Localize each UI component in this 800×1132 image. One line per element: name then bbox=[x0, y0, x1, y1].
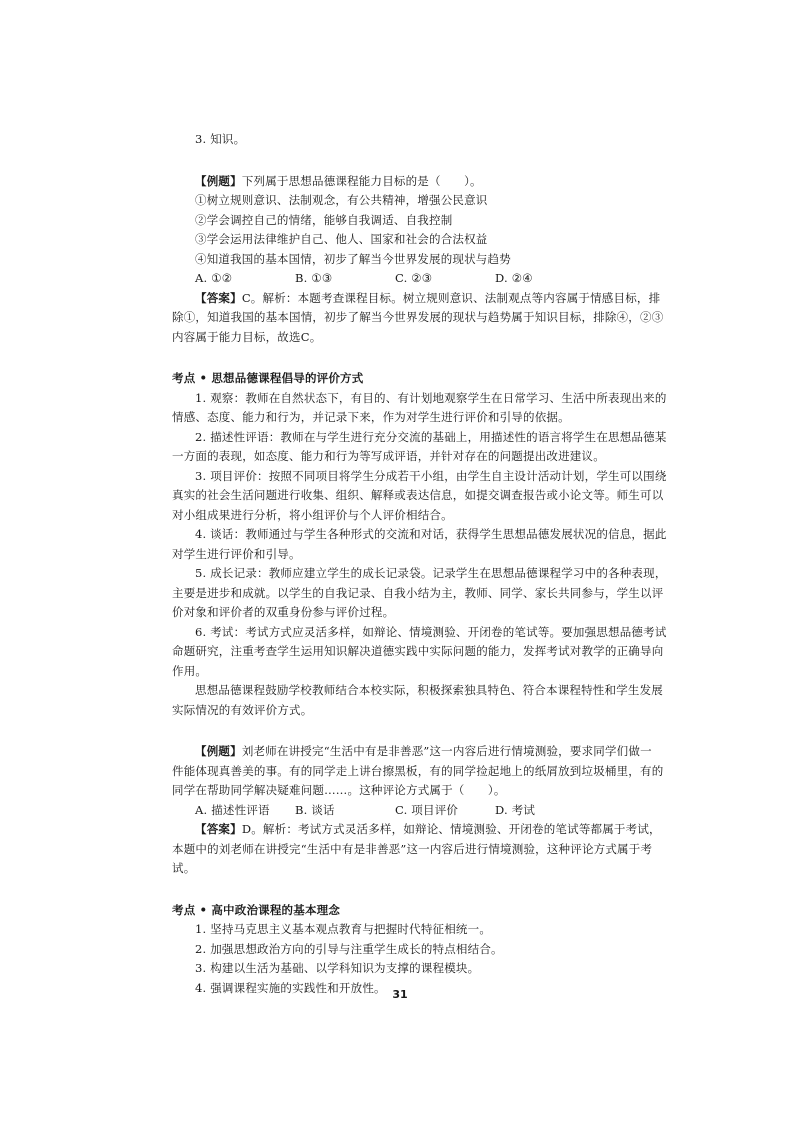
paragraph-line: 命题研究，注重考查学生运用知识解决道德实践中实际问题的能力，发挥考试对教学的正确导向 bbox=[172, 644, 664, 658]
paragraph-line: 一方面的表现，如态度、能力和行为等写成评语，并针对存在的问题提出改进建议。 bbox=[172, 449, 605, 463]
paragraph-line: 6. 考试：考试方式应灵活多样，如辩论、情境测验、开闭卷的笔试等。要加强思想品德考试 bbox=[195, 624, 667, 639]
answer-text: D。解析：考试方式灵活多样，如辩论、情境测验、开闭卷的笔试等都属于考试， bbox=[241, 822, 661, 836]
answer-line: 内容属于能力目标，故选C。 bbox=[172, 329, 322, 344]
option-d: D. 考试 bbox=[495, 802, 536, 817]
section-heading: 考点 • 高中政治课程的基本理念 bbox=[172, 902, 341, 917]
spacer bbox=[172, 720, 648, 742]
question-text: 刘老师在讲授完“生活中有是非善恶”这一内容后进行情境测验，要求同学们做一 bbox=[241, 744, 652, 758]
answer-options bbox=[172, 269, 648, 289]
paragraph-line: 价对象和评价者的双重身份参与评价过程。 bbox=[172, 605, 395, 619]
paragraph-line: 实际情况的有效评价方式。 bbox=[172, 702, 313, 717]
answer-tag: 【答案】 bbox=[195, 822, 242, 836]
list-item: 2. 加强思想政治方向的引导与注重学生成长的特点相结合。 bbox=[195, 941, 503, 956]
option-c: C. ②③ bbox=[395, 271, 433, 285]
answer-text: C。解析：本题考查课程目标。树立规则意识、法制观点等内容属于情感目标，排 bbox=[241, 290, 661, 305]
option-b: B. ①③ bbox=[295, 271, 333, 285]
section-heading: 考点 • 思想品德课程倡导的评价方式 bbox=[172, 371, 364, 385]
paragraph-line: 对学生进行评价和引导。 bbox=[172, 546, 301, 561]
answer-tag: 【答案】 bbox=[195, 290, 242, 305]
statement-3: ③学会运用法律维护自己、他人、国家和社会的合法权益 bbox=[195, 232, 488, 246]
answer-line: 试。 bbox=[172, 861, 196, 875]
spacer bbox=[172, 150, 648, 172]
question-line: 件能体现真善美的事。有的同学走上讲台擦黑板，有的同学捡起地上的纸屑放到垃圾桶里，有的 bbox=[172, 763, 664, 778]
question-line: 同学在帮助同学解决疑难问题……。这种评论方式属于（ ）。 bbox=[172, 783, 506, 797]
paragraph-line: 作用。 bbox=[172, 663, 208, 678]
example-tag: 【例题】 bbox=[195, 173, 242, 188]
paragraph-line: 4. 谈话：教师通过与学生各种形式的交流和对话，获得学生思想品德发展状况的信息，据此 bbox=[195, 527, 667, 541]
page-content bbox=[172, 130, 667, 998]
evaluation-methods bbox=[172, 389, 667, 721]
option-b: B. 谈话 bbox=[295, 802, 335, 817]
answer-line bbox=[172, 820, 661, 840]
paragraph-line: 1. 观察：教师在自然状态下，有目的、有计划地观察学生在日常学习、生活中所表现出来的 bbox=[195, 390, 667, 405]
list-item: 4. 强调课程实施的实践性和开放性。 bbox=[195, 980, 386, 995]
option-a: A. ①② bbox=[195, 271, 233, 285]
question-line bbox=[172, 172, 648, 192]
paragraph-line: 5. 成长记录：教师应建立学生的成长记录袋。记录学生在思想品德课程学习中的各种表现， bbox=[195, 566, 667, 580]
option-c: C. 项目评价 bbox=[395, 802, 459, 817]
statement-1: ①树立规则意识、法制观念，有公共精神，增强公民意识 bbox=[195, 193, 488, 207]
option-d: D. ②④ bbox=[495, 271, 533, 285]
paragraph-line: 2. 描述性评语：教师在与学生进行充分交流的基础上，用描述性的语言将学生在思想品德某 bbox=[195, 429, 667, 444]
answer-line: 除①，知道我国的基本国情，初步了解当今世界发展的现状与趋势属于知识目标，排除④，②③ bbox=[172, 310, 664, 324]
answer-options bbox=[172, 801, 648, 821]
question-line bbox=[172, 742, 652, 762]
paragraph-line: 真实的社会生活问题进行收集、组织、解释或表达信息，如提交调查报告或小论文等。师生可以 bbox=[172, 488, 664, 502]
paragraph-line: 情感、态度、能力和行为，并记录下来，作为对学生进行评价和引导的依据。 bbox=[172, 410, 570, 424]
basic-concepts-list bbox=[172, 920, 648, 998]
statement-2: ②学会调控自己的情绪，能够自我调适、自我控制 bbox=[195, 212, 453, 227]
paragraph-line: 思想品德课程鼓励学校教师结合本校实际，积极探索独具特色、符合本课程特性和学生发展 bbox=[195, 683, 663, 697]
example-question-1 bbox=[172, 172, 664, 348]
paragraph-line: 对小组成果进行分析，将小组评价与个人评价相结合。 bbox=[172, 507, 453, 522]
answer-line bbox=[172, 289, 661, 309]
knowledge-item: 3. 知识。 bbox=[195, 132, 246, 146]
paragraph-line: 主要是进步和成就。以学生的自我记录、自我小结为主，教师、同学、家长共同参与，学生以评 bbox=[172, 585, 664, 600]
statement-4: ④知道我国的基本国情，初步了解当今世界发展的现状与趋势 bbox=[195, 251, 511, 266]
list-item: 1. 坚持马克思主义基本观点教育与把握时代特征相统一。 bbox=[195, 922, 492, 936]
question-text: 下列属于思想品德课程能力目标的是（ ）。 bbox=[241, 173, 482, 188]
example-tag: 【例题】 bbox=[195, 744, 242, 758]
page-number: 31 bbox=[392, 988, 408, 1001]
example-question-2 bbox=[172, 742, 664, 879]
paragraph-line: 3. 项目评价：按照不同项目将学生分成若干小组，由学生自主设计活动计划，学生可以围绕 bbox=[195, 468, 667, 483]
option-a: A. 描述性评语 bbox=[195, 802, 270, 817]
list-item: 3. 构建以生活为基础、以学科知识为支撑的课程模块。 bbox=[195, 961, 480, 975]
answer-line: 本题中的刘老师在讲授完“生活中有是非善恶”这一内容后进行情境测验，这种评论方式属于考 bbox=[172, 841, 653, 856]
